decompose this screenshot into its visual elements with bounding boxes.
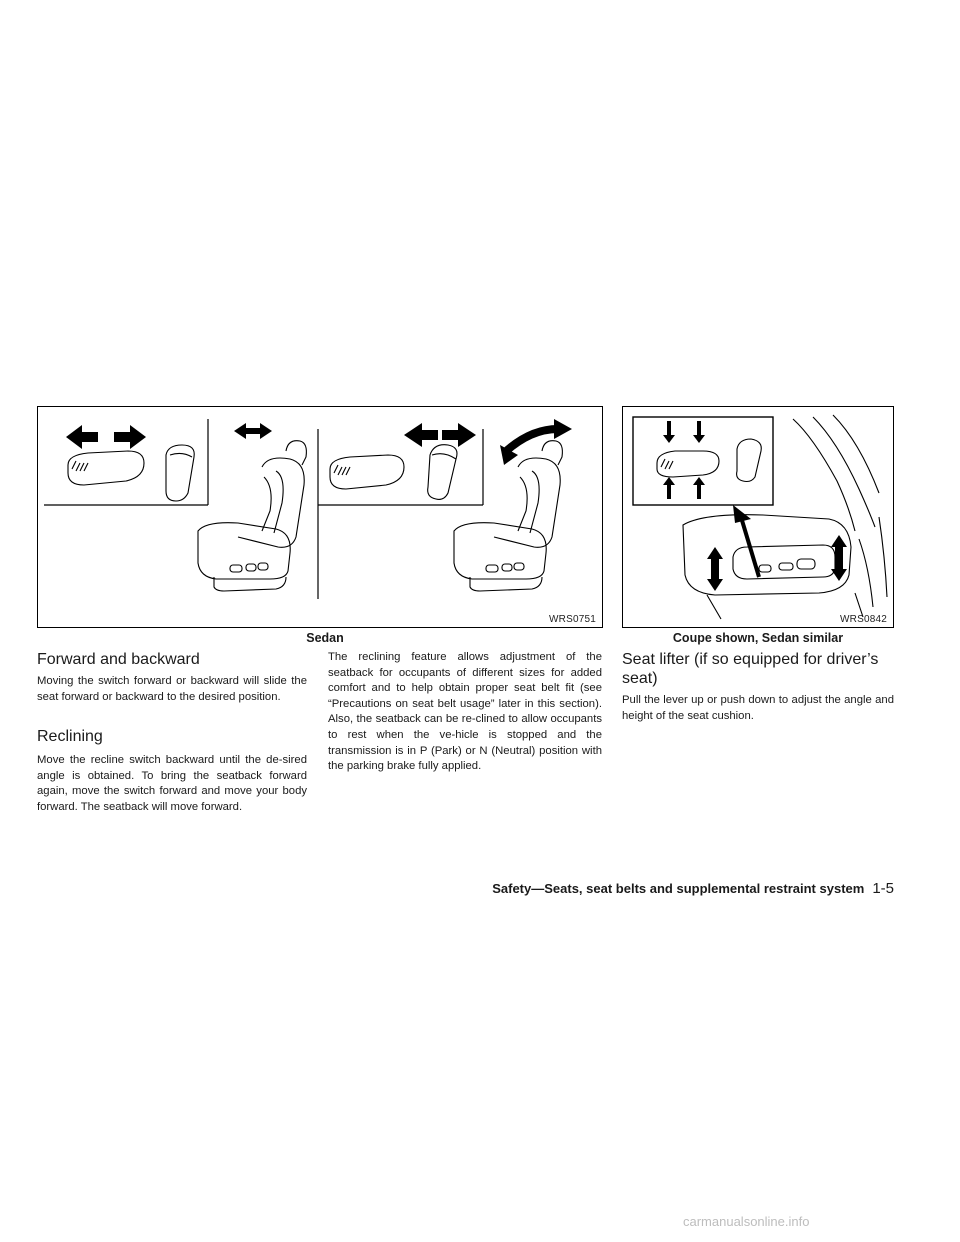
heading-seat-lifter: Seat lifter (if so equipped for driver’s seat) [622,651,879,687]
figure-caption-sedan: Sedan [306,631,344,645]
page-footer [492,880,894,897]
paragraph-reclining: Move the recline switch backward until the de-sired angle is obtained. To bring the seatback forward again, move the switch forward and move your body forward. The seatback will move forward. [37,754,307,813]
power-seat-icon-2 [454,441,562,591]
recline-switch-icon [330,445,457,500]
forward-backward-arrows-icon [66,425,146,449]
slide-switch-icon [68,445,194,501]
paragraph-seat-lifter: Pull the lever up or push down to adjust the angle and height of the seat cushion. [622,694,894,722]
figure-code: WRS0842 [840,614,887,625]
power-seat-icon [198,441,306,591]
lifter-arrows-icon [663,421,705,499]
paragraph-reclining-continued: The reclining feature allows adjustment of the seatback for occupants of different sizes for added comfort and to help obtain proper seat belt fit (see “Precautions on seat belt usage” later in this section). Also, the seatback can be re-clined to allow occupants to rest when the ve-hicle is stopped and the transmission is in P (Park) or N (Neutral) position with the parking brake fully applied. [328,651,602,773]
forward-backward-arrows-icon-2 [404,423,476,447]
lifter-switch-icon [657,439,761,482]
paragraph-forward-backward: Moving the switch forward or backward will slide the seat forward or backward to the desired position. [37,675,307,703]
figure-coupe [622,406,894,628]
figure-code: WRS0751 [549,614,596,625]
heading-forward-backward: Forward and backward [37,651,200,668]
figure-sedan [37,406,603,628]
heading-reclining: Reclining [37,728,103,745]
figure-caption-coupe: Coupe shown, Sedan similar [672,631,844,645]
height-double-arrow-icon [707,535,847,591]
seat-adjustment-illustration-sedan [38,407,604,629]
slide-double-arrow-icon [234,423,272,439]
footer-section-title: Safety—Seats, seat belts and supplemental restraint system [492,881,865,896]
watermark: carmanualsonline.info [683,1214,810,1229]
page-number: 1-5 [872,880,894,897]
pointer-arrow-icon [733,505,759,577]
seat-lifter-illustration [623,407,895,629]
